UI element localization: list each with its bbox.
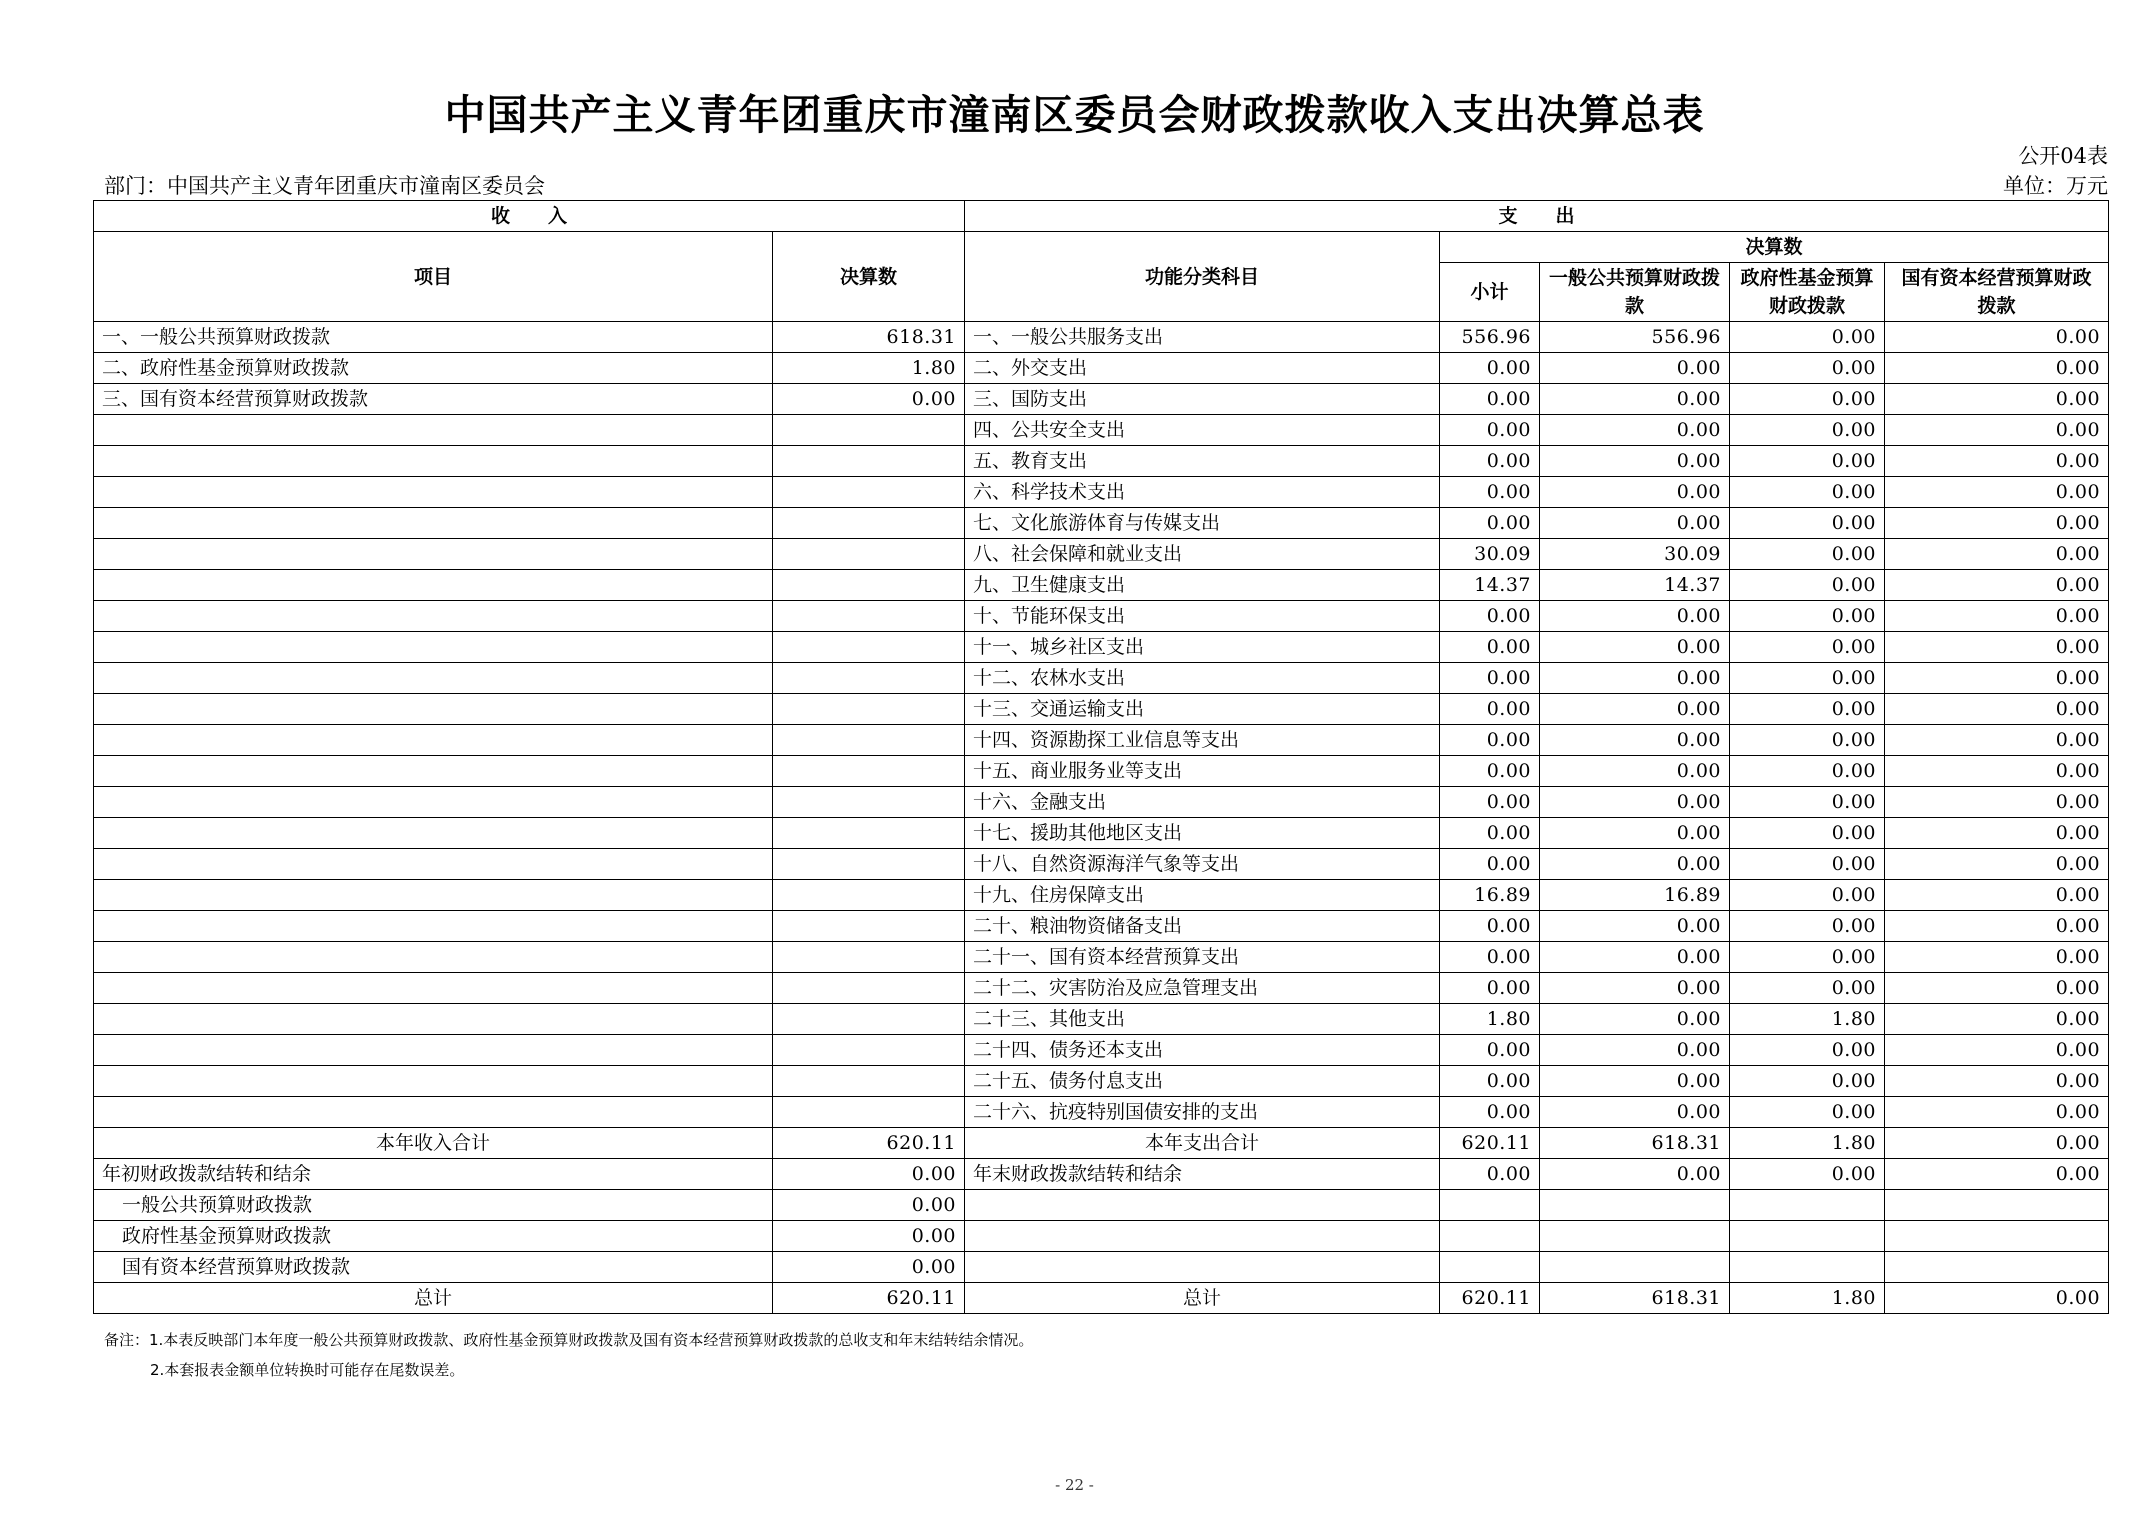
- state-capital-cell: 0.00: [1885, 818, 2109, 849]
- subtotal-cell: 30.09: [1440, 539, 1540, 570]
- income-item-cell: [94, 787, 773, 818]
- table-row: [94, 942, 2109, 973]
- carry-sub-amount: 0.00: [773, 1252, 965, 1283]
- empty-cell: [1440, 1221, 1540, 1252]
- empty-cell: [1730, 1221, 1885, 1252]
- table-row: [94, 322, 2109, 353]
- income-amount-cell: [773, 725, 965, 756]
- subtotal-cell: 0.00: [1440, 973, 1540, 1004]
- gov-fund-cell: 0.00: [1730, 973, 1885, 1004]
- expense-item-cell: 十三、交通运输支出: [965, 694, 1440, 725]
- income-item-cell: [94, 539, 773, 570]
- notes: [104, 1325, 1033, 1385]
- note-line-2: 2.本套报表金额单位转换时可能存在尾数误差。: [150, 1361, 465, 1379]
- empty-cell: [965, 1221, 1440, 1252]
- table-row: [94, 477, 2109, 508]
- expense-item-cell: 二十三、其他支出: [965, 1004, 1440, 1035]
- table-row: [94, 1035, 2109, 1066]
- state-capital-cell: 0.00: [1885, 849, 2109, 880]
- expense-header: 支 出: [965, 201, 2109, 232]
- expense-item-cell: 十五、商业服务业等支出: [965, 756, 1440, 787]
- subtotal-cell: 0.00: [1440, 725, 1540, 756]
- general-budget-cell: 0.00: [1540, 787, 1730, 818]
- table-row: [94, 1097, 2109, 1128]
- expense-item-cell: 十九、住房保障支出: [965, 880, 1440, 911]
- income-amount-cell: [773, 1097, 965, 1128]
- income-item-cell: [94, 880, 773, 911]
- expense-item-cell: 二十、粮油物资储备支出: [965, 911, 1440, 942]
- subtotal-cell: 0.00: [1440, 601, 1540, 632]
- carry-income-label: 年初财政拨款结转和结余: [94, 1159, 773, 1190]
- income-item-cell: [94, 1097, 773, 1128]
- income-item-cell: [94, 694, 773, 725]
- year-expense-subtotal: 620.11: [1440, 1128, 1540, 1159]
- income-item-cell: [94, 663, 773, 694]
- state-capital-cell: 0.00: [1885, 384, 2109, 415]
- grand-total-expense-label: 总计: [965, 1283, 1440, 1314]
- income-item-cell: [94, 601, 773, 632]
- state-capital-cell: 0.00: [1885, 322, 2109, 353]
- subtotal-header: 小计: [1440, 263, 1540, 322]
- table-row: [94, 756, 2109, 787]
- gov-fund-cell: 0.00: [1730, 725, 1885, 756]
- gov-fund-cell: 0.00: [1730, 415, 1885, 446]
- carry-sub-amount: 0.00: [773, 1221, 965, 1252]
- income-item-cell: [94, 756, 773, 787]
- carry-subtotal: 0.00: [1440, 1159, 1540, 1190]
- income-amount-cell: [773, 446, 965, 477]
- income-amount-cell: [773, 911, 965, 942]
- income-item-cell: [94, 632, 773, 663]
- gov-fund-cell: 0.00: [1730, 756, 1885, 787]
- empty-cell: [1440, 1252, 1540, 1283]
- income-item-cell: [94, 1035, 773, 1066]
- year-expense-general: 618.31: [1540, 1128, 1730, 1159]
- income-item-cell: [94, 446, 773, 477]
- expense-item-cell: 十、节能环保支出: [965, 601, 1440, 632]
- income-item-cell: [94, 508, 773, 539]
- general-budget-cell: 0.00: [1540, 818, 1730, 849]
- table-row: [94, 787, 2109, 818]
- carry-fund: 0.00: [1730, 1159, 1885, 1190]
- year-expense-fund: 1.80: [1730, 1128, 1885, 1159]
- income-item-cell: [94, 725, 773, 756]
- table-row: [94, 880, 2109, 911]
- gov-fund-cell: 0.00: [1730, 880, 1885, 911]
- subtotal-cell: 0.00: [1440, 818, 1540, 849]
- income-item-cell: [94, 818, 773, 849]
- header-row-2: [94, 232, 2109, 263]
- grand-total-income-label: 总计: [94, 1283, 773, 1314]
- state-capital-cell: 0.00: [1885, 911, 2109, 942]
- subtotal-cell: 0.00: [1440, 849, 1540, 880]
- income-amount-cell: [773, 694, 965, 725]
- state-capital-cell: 0.00: [1885, 353, 2109, 384]
- empty-cell: [1540, 1252, 1730, 1283]
- table-row: [94, 601, 2109, 632]
- state-capital-cell: 0.00: [1885, 477, 2109, 508]
- empty-cell: [965, 1252, 1440, 1283]
- header-row-1: [94, 201, 2109, 232]
- grand-total-row: [94, 1283, 2109, 1314]
- empty-cell: [1730, 1190, 1885, 1221]
- carry-expense-label: 年末财政拨款结转和结余: [965, 1159, 1440, 1190]
- expense-item-cell: 九、卫生健康支出: [965, 570, 1440, 601]
- carry-general: 0.00: [1540, 1159, 1730, 1190]
- gov-fund-cell: 0.00: [1730, 477, 1885, 508]
- expense-item-cell: 七、文化旅游体育与传媒支出: [965, 508, 1440, 539]
- income-item-cell: [94, 477, 773, 508]
- income-amount-cell: [773, 1035, 965, 1066]
- income-item-cell: 三、国有资本经营预算财政拨款: [94, 384, 773, 415]
- gov-fund-cell: 0.00: [1730, 384, 1885, 415]
- income-item-cell: [94, 1066, 773, 1097]
- table-row: [94, 1004, 2109, 1035]
- gov-fund-cell: 0.00: [1730, 322, 1885, 353]
- gov-fund-cell: 0.00: [1730, 942, 1885, 973]
- general-budget-header: 一般公共预算财政拨款: [1540, 263, 1730, 322]
- state-capital-cell: 0.00: [1885, 601, 2109, 632]
- empty-cell: [1885, 1252, 2109, 1283]
- general-budget-cell: 0.00: [1540, 1004, 1730, 1035]
- subtotal-cell: 0.00: [1440, 911, 1540, 942]
- page-title: 中国共产主义青年团重庆市潼南区委员会财政拨款收入支出决算总表: [444, 91, 1705, 139]
- expense-item-cell: 二十五、债务付息支出: [965, 1066, 1440, 1097]
- general-budget-cell: 0.00: [1540, 911, 1730, 942]
- income-amount-cell: 0.00: [773, 384, 965, 415]
- general-budget-cell: 0.00: [1540, 942, 1730, 973]
- empty-cell: [1730, 1252, 1885, 1283]
- general-budget-cell: 0.00: [1540, 973, 1730, 1004]
- subtotal-cell: 1.80: [1440, 1004, 1540, 1035]
- carry-sub-amount: 0.00: [773, 1190, 965, 1221]
- state-capital-cell: 0.00: [1885, 725, 2109, 756]
- state-capital-cell: 0.00: [1885, 1035, 2109, 1066]
- final-amount-header: 决算数: [1440, 232, 2109, 263]
- general-budget-cell: 0.00: [1540, 849, 1730, 880]
- income-item-cell: [94, 942, 773, 973]
- empty-cell: [965, 1190, 1440, 1221]
- subtotal-cell: 16.89: [1440, 880, 1540, 911]
- table-row: [94, 911, 2109, 942]
- gov-fund-header: 政府性基金预算财政拨款: [1730, 263, 1885, 322]
- subtotal-cell: 0.00: [1440, 477, 1540, 508]
- general-budget-cell: 0.00: [1540, 1035, 1730, 1066]
- income-amount-cell: 618.31: [773, 322, 965, 353]
- table-row: [94, 725, 2109, 756]
- gov-fund-cell: 0.00: [1730, 446, 1885, 477]
- grand-total-capital: 0.00: [1885, 1283, 2109, 1314]
- gov-fund-cell: 0.00: [1730, 911, 1885, 942]
- expense-item-cell: 二十一、国有资本经营预算支出: [965, 942, 1440, 973]
- subtotal-cell: 0.00: [1440, 1066, 1540, 1097]
- income-amount-cell: [773, 1004, 965, 1035]
- income-amount-cell: [773, 880, 965, 911]
- general-budget-cell: 556.96: [1540, 322, 1730, 353]
- income-item-cell: [94, 911, 773, 942]
- carry-row: [94, 1159, 2109, 1190]
- carry-sub-row: [94, 1190, 2109, 1221]
- state-capital-cell: 0.00: [1885, 756, 2109, 787]
- expense-item-cell: 五、教育支出: [965, 446, 1440, 477]
- subtotal-cell: 0.00: [1440, 1097, 1540, 1128]
- subtotal-cell: 0.00: [1440, 384, 1540, 415]
- table-row: [94, 973, 2109, 1004]
- state-capital-cell: 0.00: [1885, 973, 2109, 1004]
- subtotal-cell: 0.00: [1440, 632, 1540, 663]
- table-row: [94, 539, 2109, 570]
- income-amount-cell: [773, 756, 965, 787]
- expense-item-cell: 一、一般公共服务支出: [965, 322, 1440, 353]
- income-amount-cell: [773, 663, 965, 694]
- general-budget-cell: 0.00: [1540, 756, 1730, 787]
- income-amount-cell: [773, 849, 965, 880]
- gov-fund-cell: 0.00: [1730, 632, 1885, 663]
- general-budget-cell: 0.00: [1540, 663, 1730, 694]
- carry-sub-label: 一般公共预算财政拨款: [94, 1190, 773, 1221]
- subtotal-cell: 0.00: [1440, 694, 1540, 725]
- subtotal-cell: 0.00: [1440, 508, 1540, 539]
- expense-item-cell: 十六、金融支出: [965, 787, 1440, 818]
- income-amount-cell: [773, 973, 965, 1004]
- carry-capital: 0.00: [1885, 1159, 2109, 1190]
- grand-total-fund: 1.80: [1730, 1283, 1885, 1314]
- expense-item-cell: 二十六、抗疫特别国债安排的支出: [965, 1097, 1440, 1128]
- table-row: [94, 632, 2109, 663]
- year-income-total-amount: 620.11: [773, 1128, 965, 1159]
- empty-cell: [1885, 1221, 2109, 1252]
- grand-total-income-amount: 620.11: [773, 1283, 965, 1314]
- subtotal-cell: 0.00: [1440, 1035, 1540, 1066]
- general-budget-cell: 0.00: [1540, 725, 1730, 756]
- general-budget-cell: 0.00: [1540, 601, 1730, 632]
- state-capital-header: 国有资本经营预算财政拨款: [1885, 263, 2109, 322]
- expense-item-cell: 二十二、灾害防治及应急管理支出: [965, 973, 1440, 1004]
- subtotal-cell: 14.37: [1440, 570, 1540, 601]
- subtotal-cell: 0.00: [1440, 942, 1540, 973]
- subtotal-cell: 0.00: [1440, 787, 1540, 818]
- table-row: [94, 446, 2109, 477]
- general-budget-cell: 16.89: [1540, 880, 1730, 911]
- gov-fund-cell: 0.00: [1730, 849, 1885, 880]
- general-budget-cell: 0.00: [1540, 632, 1730, 663]
- amount-header: 决算数: [773, 232, 965, 322]
- expense-item-cell: 十七、援助其他地区支出: [965, 818, 1440, 849]
- gov-fund-cell: 0.00: [1730, 1035, 1885, 1066]
- item-header: 项目: [94, 232, 773, 322]
- table-row: [94, 818, 2109, 849]
- state-capital-cell: 0.00: [1885, 539, 2109, 570]
- income-amount-cell: [773, 787, 965, 818]
- gov-fund-cell: 0.00: [1730, 570, 1885, 601]
- subtotal-cell: 0.00: [1440, 446, 1540, 477]
- unit-label: 单位：万元: [2003, 174, 2108, 198]
- general-budget-cell: 30.09: [1540, 539, 1730, 570]
- income-header: 收 入: [94, 201, 965, 232]
- gov-fund-cell: 0.00: [1730, 818, 1885, 849]
- general-budget-cell: 0.00: [1540, 446, 1730, 477]
- empty-cell: [1540, 1221, 1730, 1252]
- general-budget-cell: 0.00: [1540, 353, 1730, 384]
- grand-total-general: 618.31: [1540, 1283, 1730, 1314]
- expense-item-cell: 十八、自然资源海洋气象等支出: [965, 849, 1440, 880]
- carry-sub-row: [94, 1252, 2109, 1283]
- year-expense-capital: 0.00: [1885, 1128, 2109, 1159]
- state-capital-cell: 0.00: [1885, 508, 2109, 539]
- subtotal-cell: 0.00: [1440, 415, 1540, 446]
- carry-income-amount: 0.00: [773, 1159, 965, 1190]
- carry-sub-row: [94, 1221, 2109, 1252]
- income-amount-cell: [773, 632, 965, 663]
- gov-fund-cell: 0.00: [1730, 508, 1885, 539]
- table-row: [94, 353, 2109, 384]
- general-budget-cell: 0.00: [1540, 508, 1730, 539]
- table-row: [94, 1066, 2109, 1097]
- income-item-cell: [94, 973, 773, 1004]
- state-capital-cell: 0.00: [1885, 1066, 2109, 1097]
- income-item-cell: 一、一般公共预算财政拨款: [94, 322, 773, 353]
- income-amount-cell: [773, 942, 965, 973]
- subtotal-cell: 0.00: [1440, 353, 1540, 384]
- expense-item-cell: 三、国防支出: [965, 384, 1440, 415]
- subtotal-cell: 0.00: [1440, 663, 1540, 694]
- carry-sub-label: 国有资本经营预算财政拨款: [94, 1252, 773, 1283]
- income-amount-cell: [773, 415, 965, 446]
- gov-fund-cell: 1.80: [1730, 1004, 1885, 1035]
- gov-fund-cell: 0.00: [1730, 1097, 1885, 1128]
- empty-cell: [1885, 1190, 2109, 1221]
- state-capital-cell: 0.00: [1885, 570, 2109, 601]
- income-amount-cell: [773, 477, 965, 508]
- form-number: 公开04表: [2018, 144, 2108, 168]
- income-amount-cell: [773, 539, 965, 570]
- income-amount-cell: [773, 570, 965, 601]
- expense-item-cell: 十一、城乡社区支出: [965, 632, 1440, 663]
- income-amount-cell: 1.80: [773, 353, 965, 384]
- general-budget-cell: 0.00: [1540, 384, 1730, 415]
- gov-fund-cell: 0.00: [1730, 787, 1885, 818]
- table-row: [94, 508, 2109, 539]
- state-capital-cell: 0.00: [1885, 694, 2109, 725]
- subtotal-cell: 0.00: [1440, 756, 1540, 787]
- expense-item-cell: 十二、农林水支出: [965, 663, 1440, 694]
- year-total-row: [94, 1128, 2109, 1159]
- income-item-cell: [94, 570, 773, 601]
- func-subject-header: 功能分类科目: [965, 232, 1440, 322]
- gov-fund-cell: 0.00: [1730, 353, 1885, 384]
- state-capital-cell: 0.00: [1885, 942, 2109, 973]
- gov-fund-cell: 0.00: [1730, 1066, 1885, 1097]
- expense-item-cell: 六、科学技术支出: [965, 477, 1440, 508]
- state-capital-cell: 0.00: [1885, 415, 2109, 446]
- state-capital-cell: 0.00: [1885, 880, 2109, 911]
- department-label: 部门：中国共产主义青年团重庆市潼南区委员会: [104, 174, 545, 198]
- table-row: [94, 663, 2109, 694]
- expense-item-cell: 八、社会保障和就业支出: [965, 539, 1440, 570]
- page-number: - 22 -: [1055, 1476, 1094, 1494]
- table-row: [94, 694, 2109, 725]
- gov-fund-cell: 0.00: [1730, 601, 1885, 632]
- subtotal-cell: 556.96: [1440, 322, 1540, 353]
- income-amount-cell: [773, 601, 965, 632]
- state-capital-cell: 0.00: [1885, 1004, 2109, 1035]
- expense-item-cell: 十四、资源勘探工业信息等支出: [965, 725, 1440, 756]
- gov-fund-cell: 0.00: [1730, 694, 1885, 725]
- income-item-cell: 二、政府性基金预算财政拨款: [94, 353, 773, 384]
- grand-total-subtotal: 620.11: [1440, 1283, 1540, 1314]
- table-row: [94, 849, 2109, 880]
- gov-fund-cell: 0.00: [1730, 663, 1885, 694]
- state-capital-cell: 0.00: [1885, 446, 2109, 477]
- general-budget-cell: 0.00: [1540, 1066, 1730, 1097]
- expense-item-cell: 二、外交支出: [965, 353, 1440, 384]
- table-row: [94, 415, 2109, 446]
- income-amount-cell: [773, 818, 965, 849]
- state-capital-cell: 0.00: [1885, 663, 2109, 694]
- carry-sub-label: 政府性基金预算财政拨款: [94, 1221, 773, 1252]
- general-budget-cell: 0.00: [1540, 477, 1730, 508]
- general-budget-cell: 14.37: [1540, 570, 1730, 601]
- general-budget-cell: 0.00: [1540, 694, 1730, 725]
- empty-cell: [1540, 1190, 1730, 1221]
- expense-item-cell: 四、公共安全支出: [965, 415, 1440, 446]
- empty-cell: [1440, 1190, 1540, 1221]
- year-income-total-label: 本年收入合计: [94, 1128, 773, 1159]
- budget-table: [93, 200, 2109, 1314]
- table-row: [94, 570, 2109, 601]
- year-expense-total-label: 本年支出合计: [965, 1128, 1440, 1159]
- general-budget-cell: 0.00: [1540, 415, 1730, 446]
- state-capital-cell: 0.00: [1885, 632, 2109, 663]
- income-amount-cell: [773, 508, 965, 539]
- gov-fund-cell: 0.00: [1730, 539, 1885, 570]
- note-line-1: 备注：1.本表反映部门本年度一般公共预算财政拨款、政府性基金预算财政拨款及国有资本经营预算财政拨款的总收支和年末结转结余情况。: [104, 1331, 1034, 1349]
- expense-item-cell: 二十四、债务还本支出: [965, 1035, 1440, 1066]
- state-capital-cell: 0.00: [1885, 787, 2109, 818]
- income-item-cell: [94, 1004, 773, 1035]
- income-item-cell: [94, 849, 773, 880]
- general-budget-cell: 0.00: [1540, 1097, 1730, 1128]
- state-capital-cell: 0.00: [1885, 1097, 2109, 1128]
- income-item-cell: [94, 415, 773, 446]
- table-row: [94, 384, 2109, 415]
- income-amount-cell: [773, 1066, 965, 1097]
